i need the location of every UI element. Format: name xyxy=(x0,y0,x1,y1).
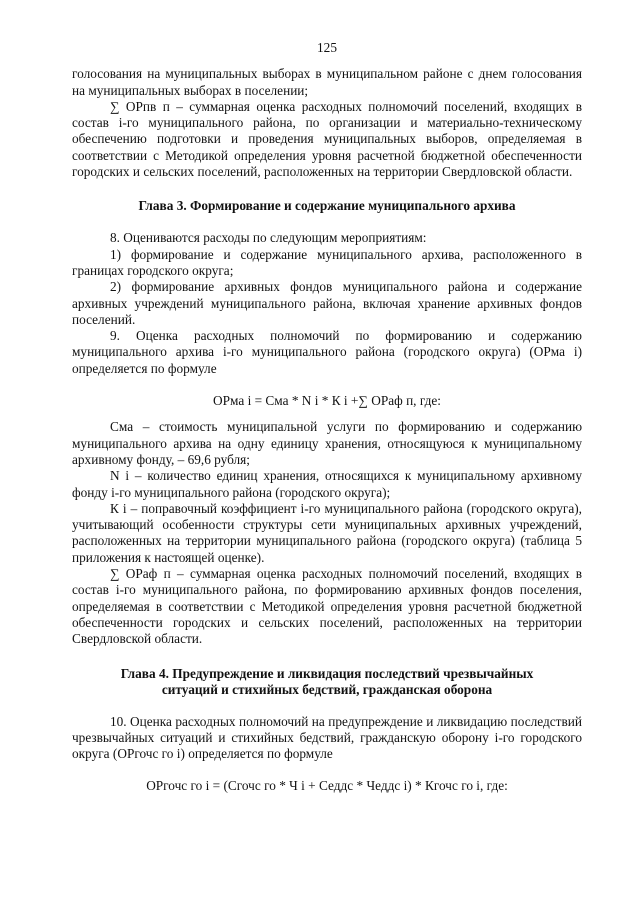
formula-definition: N i – количество единиц хранения, относящихся к муниципальному архивному фонду i-го муниципального района (городского округа); xyxy=(72,468,582,500)
chapter-3-title: Глава 3. Формирование и содержание муниципального архива xyxy=(138,198,516,214)
chapter-4-paragraph: 10. Оценка расходных полномочий на предупреждение и ликвидацию последствий чрезвычайных ситуаций и стихийных бедствий, гражданскую оборону i-го городского округа (ОРгочс го i) определяется по формуле xyxy=(72,713,582,762)
civil-defense-formula: ОРгочс го i = (Сгочс го * Ч i + Седдс * Чеддс i) * Кгочс го i, где: xyxy=(146,778,508,794)
formula-definition: Сма – стоимость муниципальной услуги по формированию и содержанию муниципального архива на одну единицу хранения, относящуюся к муниципальному архивному фонду, – 69,6 рубля; xyxy=(72,419,582,467)
chapter-4-title xyxy=(72,666,582,698)
intro-paragraph-sum-definition: ∑ ОРпв п – суммарная оценка расходных полномочий поселений, входящих в состав i-го муниципального района, по организации и материально-техническому обеспечению подготовки и проведения муниципальных выборов, определяемая в соответствии с Методикой определения уровня расчетной бюджетной обеспеченности городских и сельских поселений, расположенных на территории Свердловской области. xyxy=(72,98,582,180)
chapter-3-paragraph: 9. Оценка расходных полномочий по формированию и содержанию муниципального архива i-го муниципального района (городского округа) (ОРма i) определяется по формуле xyxy=(72,328,582,376)
chapter-3-paragraph: 2) формирование архивных фондов муниципального района и содержание архивных учреждений муниципального района, включая хранение архивных фондов поселений. xyxy=(72,279,582,327)
formula-definition: К i – поправочный коэффициент i-го муниципального района (городского округа), учитывающий особенности структуры сети муниципальных архивных учреждений, расположенных на территории муниципального района (городского округа) (таблица 5 приложения к настоящей оценке). xyxy=(72,500,582,565)
formula-definition: ∑ ОРаф п – суммарная оценка расходных полномочий поселений, входящих в состав i-го муниципального района, по формированию архивных фондов поселения, определяемая в соответствии с Методикой определения уровня расчетной бюджетной обеспеченности городских и сельских поселений, расположенных на территории Свердловской области. xyxy=(72,566,582,647)
chapter-3-paragraph: 1) формирование и содержание муниципального архива, расположенного в границах городского округа; xyxy=(72,246,582,278)
chapter-4-title-line: Глава 4. Предупреждение и ликвидация последствий чрезвычайных xyxy=(120,665,534,681)
chapter-4-title-line: ситуаций и стихийных бедствий, гражданская оборона xyxy=(161,681,493,697)
document-page xyxy=(72,40,582,805)
archive-formula: ОРма i = Сма * N i * К i +∑ ОРаф п, где: xyxy=(213,393,441,409)
intro-paragraph-continuation: голосования на муниципальных выборах в муниципальном районе с днем голосования на муниципальных выборах в поселении; xyxy=(72,66,582,98)
chapter-3-paragraph: 8. Оцениваются расходы по следующим мероприятиям: xyxy=(110,230,427,246)
page-number: 125 xyxy=(317,40,337,55)
